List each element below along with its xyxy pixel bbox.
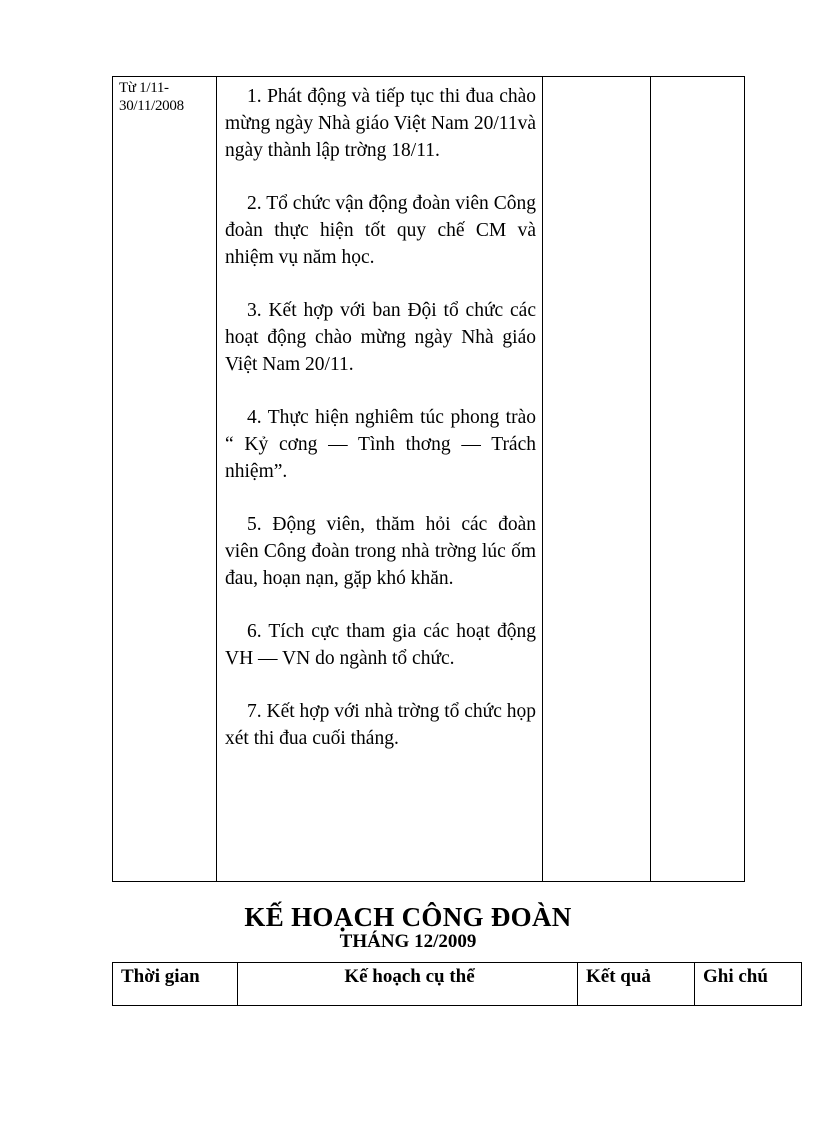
time-cell bbox=[113, 77, 217, 882]
table-row bbox=[113, 77, 745, 882]
result-cell bbox=[543, 77, 651, 882]
plan-cell bbox=[217, 77, 543, 882]
plan-item: 3. Kết hợp với ban Đội tổ chức các hoạt động chào mừng ngày Nhà giáo Việt Nam 20/11. bbox=[225, 300, 536, 375]
plan-subtitle: THÁNG 12/2009 bbox=[339, 931, 477, 952]
plan-item: 7. Kết hợp với nhà trờng tổ chức họp xét thi đua cuối tháng. bbox=[225, 701, 536, 749]
plan-table-november bbox=[112, 76, 745, 882]
plan-item: 6. Tích cực tham gia các hoạt động VH — VN do ngành tổ chức. bbox=[225, 621, 536, 669]
plan-item: 2. Tổ chức vận động đoàn viên Công đoàn thực hiện tốt quy chế CM và nhiệm vụ năm học. bbox=[225, 193, 536, 268]
table-header-row bbox=[113, 963, 802, 1006]
header-time: Thời gian bbox=[113, 963, 238, 1006]
header-result: Kết quả bbox=[578, 963, 695, 1006]
plan-list bbox=[217, 77, 542, 752]
header-note: Ghi chú bbox=[695, 963, 802, 1006]
note-cell bbox=[651, 77, 745, 882]
header-plan: Kế hoạch cụ thể bbox=[238, 963, 578, 1006]
plan-table-december bbox=[112, 962, 802, 1006]
plan-title: KẾ HOẠCH CÔNG ĐOÀN bbox=[244, 902, 572, 932]
plan-item: 4. Thực hiện nghiêm túc phong trào “ Kỷ cơng — Tình thơng — Trách nhiệm”. bbox=[225, 407, 536, 482]
plan-item: 1. Phát động và tiếp tục thi đua chào mừng ngày Nhà giáo Việt Nam 20/11và ngày thành lập trờng 18/11. bbox=[225, 86, 536, 161]
plan-item: 5. Động viên, thăm hỏi các đoàn viên Công đoàn trong nhà trờng lúc ốm đau, hoạn nạn, gặp khó khăn. bbox=[225, 514, 536, 589]
time-period: Từ 1/11-30/11/2008 bbox=[119, 80, 184, 114]
